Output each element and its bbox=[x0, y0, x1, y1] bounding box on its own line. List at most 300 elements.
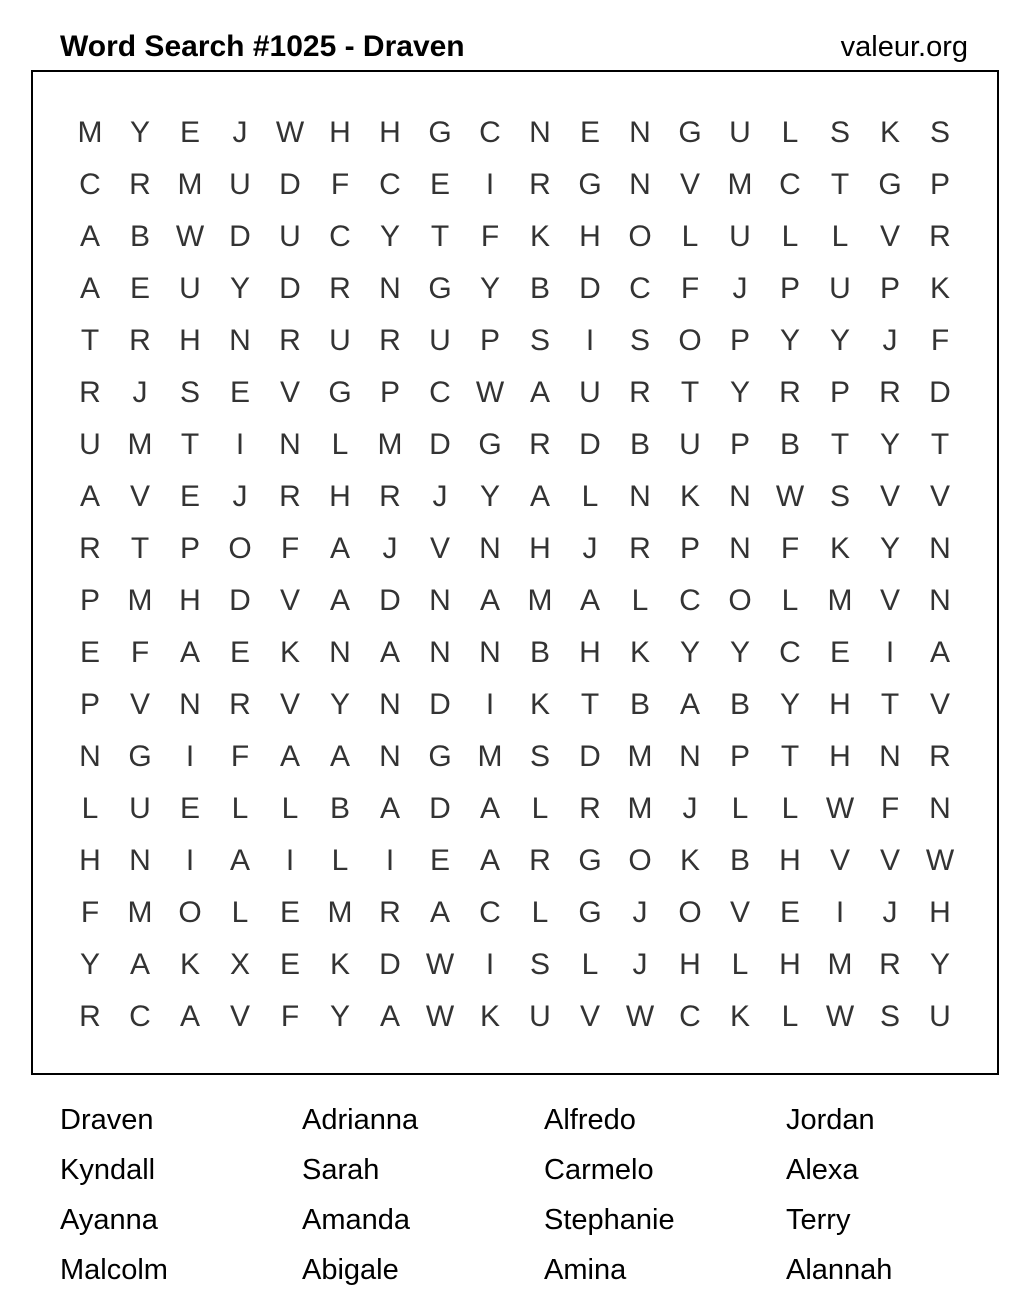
grid-letter[interactable]: E bbox=[229, 376, 250, 409]
grid-letter[interactable]: C bbox=[429, 376, 451, 409]
grid-letter[interactable]: H bbox=[379, 116, 401, 149]
grid-letter[interactable]: A bbox=[479, 792, 500, 825]
grid-letter[interactable]: Y bbox=[679, 636, 700, 669]
grid-letter[interactable]: V bbox=[879, 220, 900, 253]
grid-letter[interactable]: L bbox=[231, 792, 249, 825]
grid-letter[interactable]: I bbox=[585, 324, 595, 357]
grid-letter[interactable]: H bbox=[829, 688, 851, 721]
grid-letter[interactable]: T bbox=[830, 168, 850, 201]
grid-letter[interactable]: V bbox=[929, 688, 950, 721]
grid-letter[interactable]: R bbox=[629, 532, 651, 565]
grid-letter[interactable]: A bbox=[479, 584, 500, 617]
grid-letter[interactable]: H bbox=[829, 740, 851, 773]
grid-letter[interactable]: W bbox=[175, 220, 205, 253]
grid-letter[interactable]: H bbox=[579, 220, 601, 253]
grid-letter[interactable]: B bbox=[629, 428, 650, 461]
grid-letter[interactable]: N bbox=[379, 688, 401, 721]
grid-letter[interactable]: I bbox=[485, 688, 495, 721]
grid-letter[interactable]: L bbox=[331, 844, 349, 877]
grid-letter[interactable]: P bbox=[779, 272, 800, 305]
grid-letter[interactable]: C bbox=[79, 168, 101, 201]
grid-letter[interactable]: A bbox=[529, 480, 550, 513]
grid-letter[interactable]: L bbox=[781, 116, 799, 149]
grid-letter[interactable]: U bbox=[429, 324, 451, 357]
grid-letter[interactable]: Y bbox=[129, 116, 150, 149]
grid-letter[interactable]: L bbox=[531, 792, 549, 825]
grid-letter[interactable]: L bbox=[531, 896, 549, 929]
grid-letter[interactable]: S bbox=[929, 116, 950, 149]
grid-letter[interactable]: D bbox=[429, 688, 451, 721]
grid-letter[interactable]: F bbox=[330, 168, 350, 201]
grid-letter[interactable]: G bbox=[428, 272, 452, 305]
grid-letter[interactable]: R bbox=[79, 376, 101, 409]
grid-letter[interactable]: D bbox=[579, 272, 601, 305]
grid-letter[interactable]: F bbox=[780, 532, 800, 565]
grid-letter[interactable]: C bbox=[479, 896, 501, 929]
grid-letter[interactable]: K bbox=[479, 1000, 500, 1033]
grid-letter[interactable]: C bbox=[679, 584, 701, 617]
grid-letter[interactable]: N bbox=[879, 740, 901, 773]
grid-letter[interactable]: D bbox=[279, 168, 301, 201]
grid-letter[interactable]: D bbox=[279, 272, 301, 305]
grid-letter[interactable]: B bbox=[529, 272, 550, 305]
grid-letter[interactable]: U bbox=[829, 272, 851, 305]
grid-letter[interactable]: C bbox=[629, 272, 651, 305]
grid-letter[interactable]: G bbox=[128, 740, 152, 773]
grid-letter[interactable]: G bbox=[678, 116, 702, 149]
grid-letter[interactable]: N bbox=[479, 636, 501, 669]
grid-letter[interactable]: M bbox=[827, 948, 853, 981]
grid-letter[interactable]: I bbox=[485, 948, 495, 981]
grid-letter[interactable]: V bbox=[929, 480, 950, 513]
grid-letter[interactable]: N bbox=[379, 740, 401, 773]
grid-letter[interactable]: H bbox=[929, 896, 951, 929]
grid-letter[interactable]: K bbox=[929, 272, 950, 305]
grid-letter[interactable]: K bbox=[529, 688, 550, 721]
grid-letter[interactable]: L bbox=[781, 792, 799, 825]
grid-letter[interactable]: E bbox=[229, 636, 250, 669]
grid-letter[interactable]: L bbox=[731, 948, 749, 981]
grid-letter[interactable]: C bbox=[329, 220, 351, 253]
grid-letter[interactable]: K bbox=[729, 1000, 750, 1033]
grid-letter[interactable]: N bbox=[629, 116, 651, 149]
grid-letter[interactable]: E bbox=[179, 116, 200, 149]
grid-letter[interactable]: L bbox=[631, 584, 649, 617]
grid-letter[interactable]: V bbox=[279, 688, 300, 721]
grid-letter[interactable]: S bbox=[879, 1000, 900, 1033]
grid-letter[interactable]: C bbox=[779, 636, 801, 669]
grid-letter[interactable]: P bbox=[829, 376, 850, 409]
grid-letter[interactable]: C bbox=[129, 1000, 151, 1033]
grid-letter[interactable]: F bbox=[80, 896, 100, 929]
grid-letter[interactable]: S bbox=[529, 324, 550, 357]
grid-letter[interactable]: U bbox=[129, 792, 151, 825]
grid-letter[interactable]: V bbox=[229, 1000, 250, 1033]
grid-letter[interactable]: R bbox=[379, 896, 401, 929]
grid-letter[interactable]: N bbox=[629, 480, 651, 513]
grid-letter[interactable]: L bbox=[781, 1000, 799, 1033]
grid-letter[interactable]: T bbox=[430, 220, 450, 253]
grid-letter[interactable]: D bbox=[379, 584, 401, 617]
grid-letter[interactable]: Y bbox=[79, 948, 100, 981]
grid-letter[interactable]: S bbox=[529, 948, 550, 981]
grid-letter[interactable]: F bbox=[880, 792, 900, 825]
grid-letter[interactable]: A bbox=[329, 532, 350, 565]
grid-letter[interactable]: R bbox=[879, 948, 901, 981]
grid-letter[interactable]: X bbox=[229, 948, 250, 981]
grid-letter[interactable]: L bbox=[281, 792, 299, 825]
grid-letter[interactable]: M bbox=[727, 168, 753, 201]
grid-letter[interactable]: R bbox=[929, 740, 951, 773]
grid-letter[interactable]: U bbox=[529, 1000, 551, 1033]
grid-letter[interactable]: R bbox=[279, 324, 301, 357]
grid-letter[interactable]: M bbox=[477, 740, 503, 773]
grid-letter[interactable]: I bbox=[285, 844, 295, 877]
grid-letter[interactable]: Y bbox=[929, 948, 950, 981]
grid-letter[interactable]: M bbox=[77, 116, 103, 149]
grid-letter[interactable]: M bbox=[527, 584, 553, 617]
grid-letter[interactable]: N bbox=[79, 740, 101, 773]
grid-letter[interactable]: W bbox=[925, 844, 955, 877]
grid-letter[interactable]: H bbox=[179, 584, 201, 617]
grid-letter[interactable]: R bbox=[529, 168, 551, 201]
grid-letter[interactable]: P bbox=[379, 376, 400, 409]
grid-letter[interactable]: T bbox=[580, 688, 600, 721]
grid-letter[interactable]: C bbox=[779, 168, 801, 201]
grid-letter[interactable]: O bbox=[678, 324, 702, 357]
grid-letter[interactable]: G bbox=[428, 116, 452, 149]
grid-letter[interactable]: T bbox=[930, 428, 950, 461]
grid-letter[interactable]: S bbox=[629, 324, 650, 357]
grid-letter[interactable]: A bbox=[679, 688, 700, 721]
grid-letter[interactable]: D bbox=[429, 428, 451, 461]
grid-letter[interactable]: W bbox=[825, 1000, 855, 1033]
grid-letter[interactable]: D bbox=[229, 584, 251, 617]
grid-letter[interactable]: G bbox=[578, 896, 602, 929]
grid-letter[interactable]: W bbox=[425, 1000, 455, 1033]
grid-letter[interactable]: H bbox=[529, 532, 551, 565]
grid-letter[interactable]: E bbox=[829, 636, 850, 669]
grid-letter[interactable]: B bbox=[729, 844, 750, 877]
grid-letter[interactable]: P bbox=[729, 428, 750, 461]
grid-letter[interactable]: N bbox=[679, 740, 701, 773]
grid-letter[interactable]: V bbox=[129, 480, 150, 513]
grid-letter[interactable]: L bbox=[731, 792, 749, 825]
grid-letter[interactable]: R bbox=[379, 480, 401, 513]
grid-letter[interactable]: V bbox=[279, 584, 300, 617]
grid-letter[interactable]: D bbox=[579, 428, 601, 461]
grid-letter[interactable]: L bbox=[81, 792, 99, 825]
grid-letter[interactable]: P bbox=[179, 532, 200, 565]
grid-letter[interactable]: U bbox=[229, 168, 251, 201]
grid-letter[interactable]: L bbox=[831, 220, 849, 253]
grid-letter[interactable]: A bbox=[129, 948, 150, 981]
grid-letter[interactable]: J bbox=[682, 792, 698, 825]
grid-letter[interactable]: K bbox=[629, 636, 650, 669]
grid-letter[interactable]: N bbox=[279, 428, 301, 461]
grid-letter[interactable]: Y bbox=[479, 272, 500, 305]
grid-letter[interactable]: V bbox=[279, 376, 300, 409]
grid-letter[interactable]: F bbox=[930, 324, 950, 357]
grid-letter[interactable]: M bbox=[827, 584, 853, 617]
grid-letter[interactable]: A bbox=[329, 584, 350, 617]
grid-letter[interactable]: G bbox=[478, 428, 502, 461]
grid-letter[interactable]: R bbox=[279, 480, 301, 513]
grid-letter[interactable]: B bbox=[529, 636, 550, 669]
grid-letter[interactable]: D bbox=[229, 220, 251, 253]
grid-letter[interactable]: R bbox=[879, 376, 901, 409]
grid-letter[interactable]: R bbox=[129, 324, 151, 357]
grid-letter[interactable]: A bbox=[479, 844, 500, 877]
grid-letter[interactable]: Y bbox=[729, 636, 750, 669]
grid-letter[interactable]: I bbox=[485, 168, 495, 201]
grid-letter[interactable]: H bbox=[679, 948, 701, 981]
grid-letter[interactable]: F bbox=[280, 1000, 300, 1033]
grid-letter[interactable]: J bbox=[632, 948, 648, 981]
grid-letter[interactable]: J bbox=[232, 116, 248, 149]
grid-letter[interactable]: K bbox=[679, 844, 700, 877]
grid-letter[interactable]: R bbox=[779, 376, 801, 409]
grid-letter[interactable]: P bbox=[479, 324, 500, 357]
grid-letter[interactable]: R bbox=[329, 272, 351, 305]
grid-letter[interactable]: W bbox=[475, 376, 505, 409]
grid-letter[interactable]: F bbox=[680, 272, 700, 305]
grid-letter[interactable]: W bbox=[775, 480, 805, 513]
grid-letter[interactable]: E bbox=[779, 896, 800, 929]
grid-letter[interactable]: H bbox=[329, 116, 351, 149]
grid-letter[interactable]: K bbox=[179, 948, 200, 981]
grid-letter[interactable]: R bbox=[529, 428, 551, 461]
grid-letter[interactable]: Y bbox=[879, 532, 900, 565]
grid-letter[interactable]: A bbox=[79, 480, 100, 513]
grid-letter[interactable]: D bbox=[429, 792, 451, 825]
grid-letter[interactable]: R bbox=[129, 168, 151, 201]
grid-letter[interactable]: Y bbox=[779, 688, 800, 721]
grid-letter[interactable]: R bbox=[929, 220, 951, 253]
grid-letter[interactable]: K bbox=[879, 116, 900, 149]
grid-letter[interactable]: N bbox=[129, 844, 151, 877]
grid-letter[interactable]: M bbox=[127, 584, 153, 617]
grid-letter[interactable]: N bbox=[929, 792, 951, 825]
grid-letter[interactable]: K bbox=[679, 480, 700, 513]
grid-letter[interactable]: V bbox=[729, 896, 750, 929]
grid-letter[interactable]: F bbox=[130, 636, 150, 669]
grid-letter[interactable]: S bbox=[829, 480, 850, 513]
grid-letter[interactable]: O bbox=[728, 584, 752, 617]
grid-letter[interactable]: P bbox=[929, 168, 950, 201]
grid-letter[interactable]: U bbox=[929, 1000, 951, 1033]
grid-letter[interactable]: Y bbox=[229, 272, 250, 305]
grid-letter[interactable]: B bbox=[129, 220, 150, 253]
grid-letter[interactable]: R bbox=[629, 376, 651, 409]
grid-letter[interactable]: I bbox=[185, 740, 195, 773]
grid-letter[interactable]: T bbox=[80, 324, 100, 357]
grid-letter[interactable]: L bbox=[581, 480, 599, 513]
grid-letter[interactable]: A bbox=[229, 844, 250, 877]
grid-letter[interactable]: V bbox=[429, 532, 450, 565]
grid-letter[interactable]: A bbox=[529, 376, 550, 409]
grid-letter[interactable]: B bbox=[629, 688, 650, 721]
grid-letter[interactable]: K bbox=[829, 532, 850, 565]
grid-letter[interactable]: L bbox=[781, 584, 799, 617]
grid-letter[interactable]: F bbox=[230, 740, 250, 773]
grid-letter[interactable]: J bbox=[632, 896, 648, 929]
grid-letter[interactable]: J bbox=[382, 532, 398, 565]
grid-letter[interactable]: P bbox=[729, 324, 750, 357]
grid-letter[interactable]: G bbox=[578, 168, 602, 201]
grid-letter[interactable]: W bbox=[825, 792, 855, 825]
grid-letter[interactable]: R bbox=[579, 792, 601, 825]
grid-letter[interactable]: Y bbox=[829, 324, 850, 357]
grid-letter[interactable]: U bbox=[179, 272, 201, 305]
grid-letter[interactable]: U bbox=[679, 428, 701, 461]
grid-letter[interactable]: H bbox=[79, 844, 101, 877]
grid-letter[interactable]: T bbox=[830, 428, 850, 461]
grid-letter[interactable]: J bbox=[132, 376, 148, 409]
grid-letter[interactable]: N bbox=[379, 272, 401, 305]
grid-letter[interactable]: A bbox=[179, 1000, 200, 1033]
grid-letter[interactable]: B bbox=[729, 688, 750, 721]
grid-letter[interactable]: G bbox=[328, 376, 352, 409]
grid-letter[interactable]: T bbox=[130, 532, 150, 565]
grid-letter[interactable]: V bbox=[879, 584, 900, 617]
grid-letter[interactable]: E bbox=[429, 168, 450, 201]
grid-letter[interactable]: U bbox=[279, 220, 301, 253]
grid-letter[interactable]: R bbox=[79, 532, 101, 565]
grid-letter[interactable]: I bbox=[835, 896, 845, 929]
grid-letter[interactable]: A bbox=[79, 272, 100, 305]
grid-letter[interactable]: N bbox=[729, 480, 751, 513]
grid-letter[interactable]: N bbox=[179, 688, 201, 721]
grid-letter[interactable]: L bbox=[681, 220, 699, 253]
grid-letter[interactable]: E bbox=[579, 116, 600, 149]
grid-letter[interactable]: N bbox=[229, 324, 251, 357]
grid-letter[interactable]: W bbox=[625, 1000, 655, 1033]
grid-letter[interactable]: V bbox=[129, 688, 150, 721]
grid-letter[interactable]: I bbox=[235, 428, 245, 461]
grid-letter[interactable]: A bbox=[279, 740, 300, 773]
grid-letter[interactable]: J bbox=[232, 480, 248, 513]
grid-letter[interactable]: A bbox=[379, 1000, 400, 1033]
grid-letter[interactable]: D bbox=[579, 740, 601, 773]
grid-letter[interactable]: C bbox=[479, 116, 501, 149]
grid-letter[interactable]: A bbox=[329, 740, 350, 773]
grid-letter[interactable]: B bbox=[779, 428, 800, 461]
grid-letter[interactable]: L bbox=[781, 220, 799, 253]
grid-letter[interactable]: I bbox=[385, 844, 395, 877]
grid-letter[interactable]: A bbox=[579, 584, 600, 617]
grid-letter[interactable]: P bbox=[79, 584, 100, 617]
grid-letter[interactable]: K bbox=[329, 948, 350, 981]
grid-letter[interactable]: Y bbox=[479, 480, 500, 513]
grid-letter[interactable]: J bbox=[882, 324, 898, 357]
grid-letter[interactable]: Y bbox=[779, 324, 800, 357]
grid-letter[interactable]: A bbox=[379, 636, 400, 669]
grid-letter[interactable]: I bbox=[185, 844, 195, 877]
grid-letter[interactable]: M bbox=[127, 896, 153, 929]
grid-letter[interactable]: K bbox=[529, 220, 550, 253]
grid-letter[interactable]: E bbox=[179, 792, 200, 825]
grid-letter[interactable]: B bbox=[329, 792, 350, 825]
grid-letter[interactable]: J bbox=[882, 896, 898, 929]
grid-letter[interactable]: A bbox=[429, 896, 450, 929]
grid-letter[interactable]: V bbox=[679, 168, 700, 201]
grid-letter[interactable]: I bbox=[885, 636, 895, 669]
grid-letter[interactable]: Y bbox=[329, 1000, 350, 1033]
grid-letter[interactable]: F bbox=[280, 532, 300, 565]
grid-letter[interactable]: V bbox=[879, 844, 900, 877]
grid-letter[interactable]: V bbox=[829, 844, 850, 877]
grid-letter[interactable]: U bbox=[729, 116, 751, 149]
grid-letter[interactable]: M bbox=[627, 792, 653, 825]
grid-letter[interactable]: Y bbox=[879, 428, 900, 461]
grid-letter[interactable]: T bbox=[880, 688, 900, 721]
grid-letter[interactable]: N bbox=[529, 116, 551, 149]
grid-letter[interactable]: N bbox=[429, 584, 451, 617]
grid-letter[interactable]: P bbox=[729, 740, 750, 773]
grid-letter[interactable]: E bbox=[279, 948, 300, 981]
grid-letter[interactable]: O bbox=[228, 532, 252, 565]
grid-letter[interactable]: D bbox=[929, 376, 951, 409]
grid-letter[interactable]: E bbox=[279, 896, 300, 929]
grid-letter[interactable]: S bbox=[179, 376, 200, 409]
grid-letter[interactable]: T bbox=[680, 376, 700, 409]
grid-letter[interactable]: N bbox=[429, 636, 451, 669]
grid-letter[interactable]: N bbox=[329, 636, 351, 669]
grid-letter[interactable]: T bbox=[780, 740, 800, 773]
grid-letter[interactable]: H bbox=[579, 636, 601, 669]
grid-letter[interactable]: V bbox=[579, 1000, 600, 1033]
grid-letter[interactable]: Y bbox=[379, 220, 400, 253]
grid-letter[interactable]: N bbox=[929, 584, 951, 617]
grid-letter[interactable]: R bbox=[229, 688, 251, 721]
grid-letter[interactable]: O bbox=[678, 896, 702, 929]
grid-letter[interactable]: S bbox=[829, 116, 850, 149]
grid-letter[interactable]: J bbox=[582, 532, 598, 565]
grid-letter[interactable]: R bbox=[379, 324, 401, 357]
grid-letter[interactable]: D bbox=[379, 948, 401, 981]
grid-letter[interactable]: M bbox=[177, 168, 203, 201]
grid-letter[interactable]: H bbox=[329, 480, 351, 513]
grid-letter[interactable]: E bbox=[179, 480, 200, 513]
grid-letter[interactable]: O bbox=[628, 220, 652, 253]
grid-letter[interactable]: F bbox=[480, 220, 500, 253]
grid-letter[interactable]: P bbox=[679, 532, 700, 565]
grid-letter[interactable]: N bbox=[479, 532, 501, 565]
grid-letter[interactable]: J bbox=[432, 480, 448, 513]
grid-letter[interactable]: L bbox=[331, 428, 349, 461]
grid-letter[interactable]: C bbox=[679, 1000, 701, 1033]
grid-letter[interactable]: L bbox=[231, 896, 249, 929]
grid-letter[interactable]: A bbox=[379, 792, 400, 825]
grid-letter[interactable]: G bbox=[578, 844, 602, 877]
grid-letter[interactable]: G bbox=[428, 740, 452, 773]
grid-letter[interactable]: W bbox=[425, 948, 455, 981]
grid-letter[interactable]: A bbox=[179, 636, 200, 669]
grid-letter[interactable]: K bbox=[279, 636, 300, 669]
grid-letter[interactable]: U bbox=[329, 324, 351, 357]
grid-letter[interactable]: W bbox=[275, 116, 305, 149]
grid-letter[interactable]: P bbox=[79, 688, 100, 721]
grid-letter[interactable]: H bbox=[179, 324, 201, 357]
grid-letter[interactable]: H bbox=[779, 948, 801, 981]
grid-letter[interactable]: Y bbox=[329, 688, 350, 721]
grid-letter[interactable]: N bbox=[929, 532, 951, 565]
grid-letter[interactable]: E bbox=[429, 844, 450, 877]
grid-letter[interactable]: G bbox=[878, 168, 902, 201]
grid-letter[interactable]: A bbox=[929, 636, 950, 669]
grid-letter[interactable]: O bbox=[178, 896, 202, 929]
